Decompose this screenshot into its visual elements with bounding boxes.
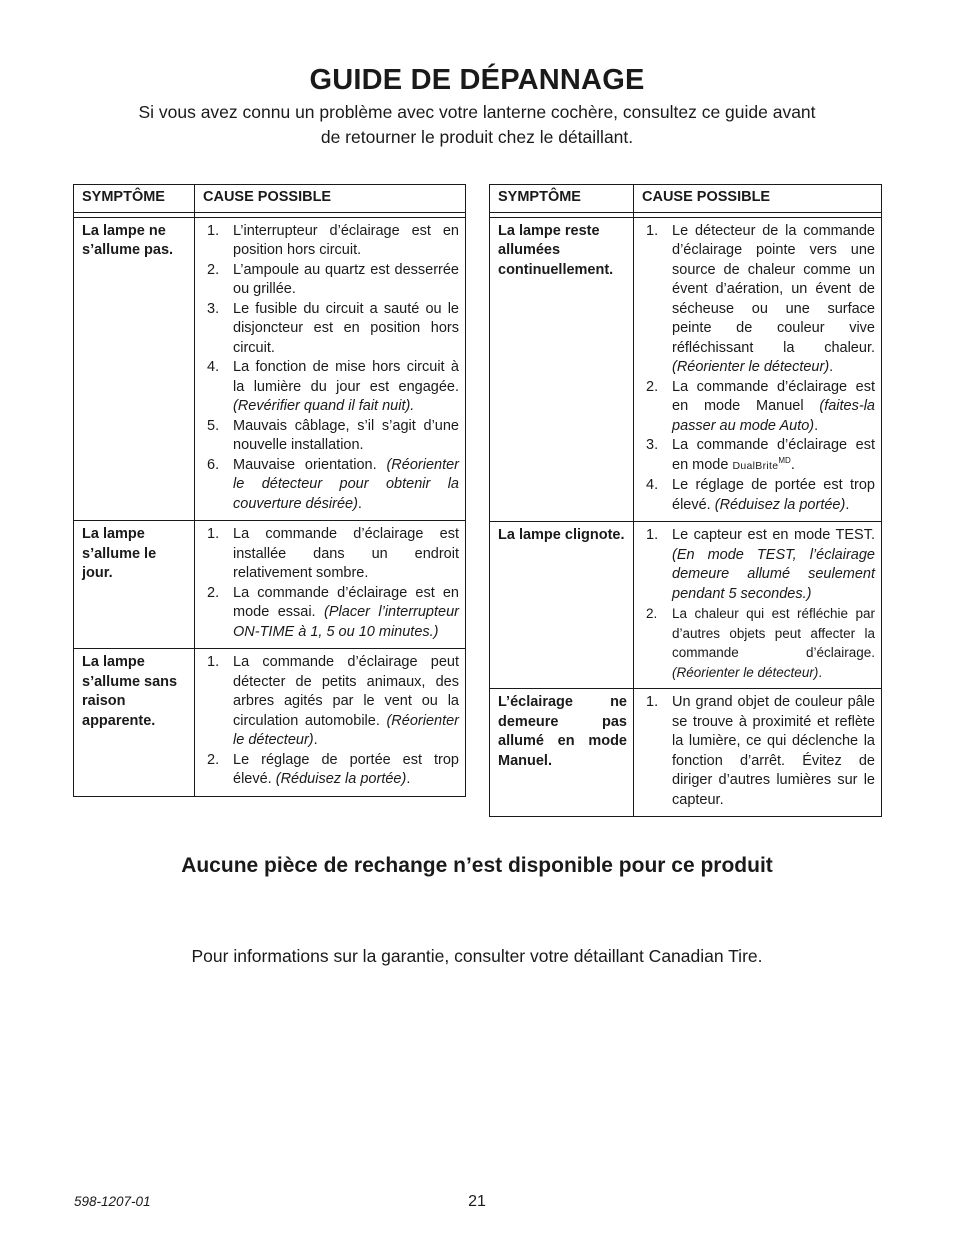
cause-item: 2. La commande d’éclairage est en mode essai. (Placer l’interrupteur ON-TIME à 1, 5 ou 10 minutes.) [207, 584, 459, 640]
cause-cell [634, 522, 882, 689]
cause-cell [195, 521, 466, 649]
page-title: GUIDE DE DÉPANNAGE [309, 64, 645, 96]
cause-item: 2. Le réglage de portée est trop élevé. (Réduisez la portée). [207, 751, 459, 787]
cause-item: 2. L’ampoule au quartz est desserrée ou grillée. [207, 261, 459, 297]
cause-cell [195, 217, 466, 521]
cause-cell [195, 649, 466, 797]
table-header-row [74, 185, 466, 213]
page-number: 21 [468, 1193, 486, 1210]
table-row [74, 521, 466, 649]
table-row [490, 522, 882, 689]
cause-item: 4. Le réglage de portée est trop élevé. (Réduisez la portée). [646, 477, 875, 513]
intro-line-2: de retourner le produit chez le détaillant. [320, 127, 634, 147]
cause-item: 4. La fonction de mise hors circuit à la lumière du jour est engagée. (Revérifier quand il fait nuit). [207, 359, 459, 414]
cause-cell [634, 217, 882, 522]
symptom-cell: La lampe clignote. [490, 522, 634, 689]
dualbrite-brand: DualBrite [732, 459, 779, 472]
cause-item: 2. La commande d’éclairage est en mode Manuel (faites-la passer au mode Auto). [646, 378, 875, 434]
cause-item: 1. Le capteur est en mode TEST. (En mode TEST, l’éclairage demeure allumé seulement pendant 5 secondes.) [646, 527, 875, 602]
symptom-cell: L’éclairage ne demeure pas allumé en mode Manuel. [490, 689, 634, 817]
table-row [74, 217, 466, 521]
cause-item: 1. La commande d’éclairage est installée dans un endroit relativement sombre. [207, 526, 459, 581]
symptom-cell: La lampe reste allumées continuellement. [490, 217, 634, 522]
troubleshooting-table-right [489, 184, 882, 817]
cause-cell [634, 689, 882, 817]
header-symptom: SYMPTÔME [74, 185, 195, 213]
symptom-cell: La lampe s’allume le jour. [74, 521, 195, 649]
cause-item: 2. La chaleur qui est réfléchie par d’autres objets peut affecter la commande d’éclairage. (Réorienter le détecteur). [646, 606, 875, 680]
cause-item: 3. La commande d’éclairage est en mode DualBrite$^{MD}$. [646, 437, 875, 473]
cause-item: 6. Mauvaise orientation. (Réorienter le détecteur pour obtenir la couverture désirée). [207, 456, 459, 512]
warranty-note: Pour informations sur la garantie, consulter votre détaillant Canadian Tire. [191, 946, 763, 966]
intro-text [70, 100, 884, 150]
cause-item: 1. L’interrupteur d’éclairage est en position hors circuit. [207, 222, 459, 258]
cause-item: 1. La commande d’éclairage peut détecter de petits animaux, des arbres agités par le vent ou la circulation automobile. (Réorienter le détecteur). [207, 654, 459, 748]
table-header-row [490, 185, 882, 213]
header-symptom: SYMPTÔME [490, 185, 634, 213]
header-cause: CAUSE POSSIBLE [634, 185, 882, 213]
intro-line-1: Si vous avez connu un problème avec votre lanterne cochère, consultez ce guide avant [138, 102, 816, 122]
table-row [74, 649, 466, 797]
symptom-cell: La lampe s’allume sans raison apparente. [74, 649, 195, 797]
symptom-cell: La lampe ne s’allume pas. [74, 217, 195, 521]
cause-item: 3. Le fusible du circuit a sauté ou le disjoncteur est en position hors circuit. [207, 300, 459, 356]
cause-item: 1. Un grand objet de couleur pâle se trouve à proximité et reflète la lumière, ce qui déclenche la fonction d’arrêt. Évitez de diriger d’autres lumières sur le capteur. [646, 694, 875, 808]
cause-item: 1. Le détecteur de la commande d’éclairage pointe vers une source de chaleur comme un évent d’aération, un évent de sécheuse ou une surface peinte de couleur vive réfléchissant la chaleur. (Réorienter le détecteur). [646, 222, 875, 375]
document-number: 598-1207-01 [74, 1194, 151, 1209]
troubleshooting-table-left [73, 184, 466, 797]
parts-notice: Aucune pièce de rechange n’est disponible pour ce produit [181, 854, 773, 877]
header-cause: CAUSE POSSIBLE [195, 185, 466, 213]
table-row [490, 689, 882, 817]
table-row [490, 217, 882, 522]
cause-item: 5. Mauvais câblage, s’il s’agit d’une nouvelle installation. [207, 417, 459, 453]
